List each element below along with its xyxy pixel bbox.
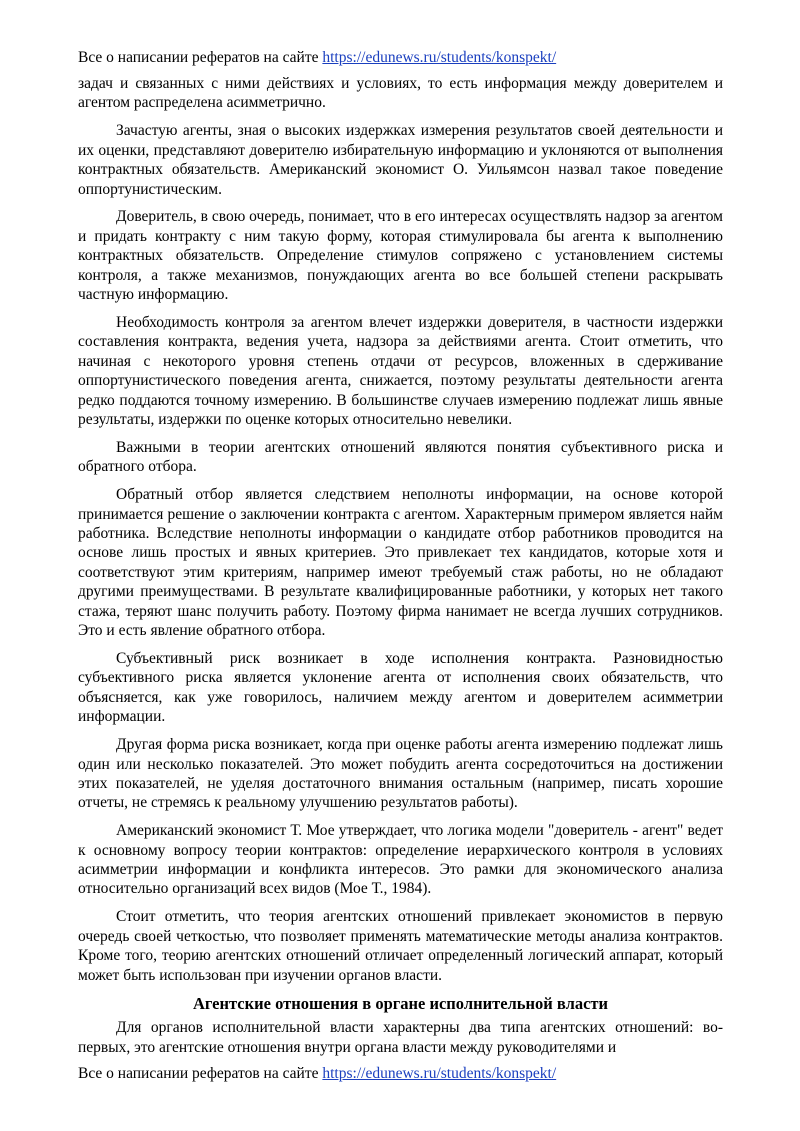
page-footer [78,1064,556,1084]
paragraph: Необходимость контроля за агентом влечет издержки доверителя, в частности издержки составления контракта, ведения учета, надзора за действиями агента. Стоит отметить, что начиная с некоторого уровня степень отдачи от ресурсов, вложенных в сдерживание оппортунистического поведения агента, снижается, поэтому результаты деятельности агента редко поддаются точному измерению. В большинстве случаев измерению подлежат лишь явные результаты, издержки по оценке которых относительно невелики. [78,313,723,428]
header-site-link[interactable]: https://edunews.ru/students/konspekt/ [322,49,557,66]
paragraph: Субъективный риск возникает в ходе исполнения контракта. Разновидностью субъективного риска является уклонение агента от исполнения своих обязательств, что объясняется, как уже говорилось, наличием между агентом и доверителем асимметрии информации. [78,649,723,726]
page-header [78,48,556,68]
section-heading: Агентские отношения в органе исполнительной власти [192,994,609,1014]
paragraph-continued: задач и связанных с ними действиях и условиях, то есть информация между доверителем и агентом распределена асимметрично. [78,75,723,112]
paragraph: Доверитель, в свою очередь, понимает, что в его интересах осуществлять надзор за агентом и придать контракту с ним такую форму, которая стимулировала бы агента к выполнению контрактных обязательств. Определение стимулов сопряжено с установлением системы контроля, а также механизмов, понуждающих агента во все большей степени раскрывать частную информацию. [78,208,723,304]
footer-site-link[interactable]: https://edunews.ru/students/konspekt/ [322,1065,557,1082]
paragraph: Другая форма риска возникает, когда при оценке работы агента измерению подлежат лишь один или несколько показателей. Это может побудить агента сосредоточиться на достижении этих показателей, не уделяя достаточного внимания остальным (например, писать хорошие отчеты, не стремясь к реальному улучшению результатов работы). [78,736,723,812]
paragraph: Стоит отметить, что теория агентских отношений привлекает экономистов в первую очередь своей четкостью, что позволяет применять математические методы анализа контрактов. Кроме того, теорию агентских отношений отличает определенный логический аппарат, который может быть использован при изучении органов власти. [78,908,723,984]
paragraph: Важными в теории агентских отношений являются понятия субъективного риска и обратного отбора. [78,438,723,476]
paragraph: Обратный отбор является следствием неполноты информации, на основе которой принимается решение о заключении контракта с агентом. Характерным примером является найм работника. Вследствие неполноты информации о кандидате отбор работников проводится на основе лишь простых и явных критериев. Это привлекает тех кандидатов, которые хотя и соответствуют этим критериям, например имеют требуемый стаж работы, но не обладают другими преимуществами. В результате квалифицированные работники, у которых нет такого стажа, теряют шанс получить работу. Поэтому фирма нанимает не всегда лучших сотрудников. Это и есть явление обратного отбора. [78,486,723,640]
document-body [78,74,723,1066]
paragraph: Для органов исполнительной власти характерны два типа агентских отношений: во-первых, это агентские отношения внутри органа власти между руководителями и [78,1019,723,1056]
header-text: Все о написании рефератов на сайте [78,49,319,66]
paragraph: Зачастую агенты, зная о высоких издержках измерения результатов своей деятельности и их оценки, представляют доверителю избирательную информацию и уклоняются от выполнения контрактных обязательств. Американский экономист О. Уильямсон назвал такое поведение оппортунистическим. [78,122,723,198]
paragraph: Американский экономист Т. Мое утверждает, что логика модели "доверитель - агент" ведет к основному вопросу теории контрактов: определение иерархического контроля в условиях асимметрии информации и конфликта интересов. Это рамки для экономического анализа относительно организаций всех видов (Мое Т., 1984). [78,822,723,898]
footer-text: Все о написании рефератов на сайте [78,1065,319,1082]
